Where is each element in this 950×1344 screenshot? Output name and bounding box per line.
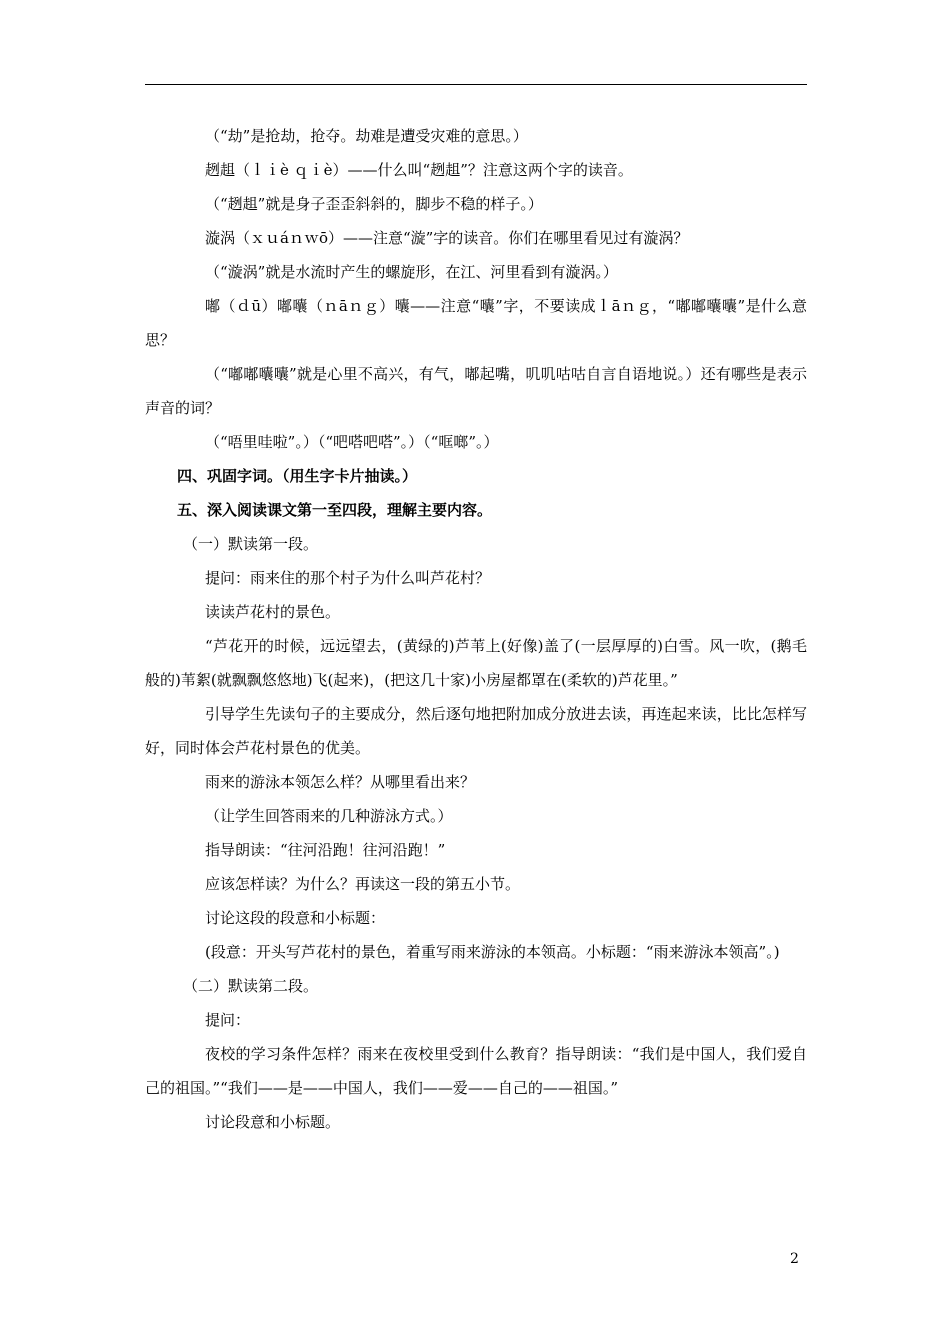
paragraph: 夜校的学习条件怎样？雨来在夜校里受到什么教育？指导朗读：“我们是中国人，我们爱自己的祖国。”“我们——是——中国人，我们——爱——自己的——祖国。” [145,1045,807,1097]
paragraph: （“漩涡”就是水流时产生的螺旋形，在江、河里看到有漩涡。） [205,263,618,281]
paragraph: 读读芦花村的景色。 [205,603,341,621]
paragraph: （“劫”是抢劫，抢夺。劫难是遭受灾难的意思。） [205,127,528,145]
paragraph: “芦花开的时候，远远望去，(黄绿的)芦苇上(好像)盖了(一层厚厚的)白雪。风一吹，(鹅毛般的)苇絮(就飘飘悠悠地)飞(起来)，(把这几十家)小房屋都罩在(柔软的)芦花里。” [145,637,807,689]
paragraph: 讨论段意和小标题。 [205,1113,341,1131]
paragraph: (段意：开头写芦花村的景色，着重写雨来游泳的本领高。小标题：“雨来游泳本领高”。) [205,943,780,961]
paragraph: 提问： [205,1011,251,1029]
paragraph: （“唔里哇啦”。）（“吧嗒吧嗒”。）（“哐啷”。） [205,433,499,451]
paragraph: 嘟（ｄū）嘟囔（ｎāｎｇ）囔——注意“囔”字，不要读成ｌāｎｇ，“嘟嘟囔囔”是什么意思？ [145,297,807,349]
paragraph: 提问：雨来住的那个村子为什么叫芦花村？ [205,569,491,587]
subsection-heading: （一）默读第一段。 [183,535,319,553]
page-number: 2 [790,1251,799,1267]
section-heading: 五、深入阅读课文第一至四段，理解主要内容。 [177,501,493,519]
header-rule [145,84,807,85]
paragraph: 引导学生先读句子的主要成分，然后逐句地把附加成分放进去读，再连起来读，比比怎样写好，同时体会芦花村景色的优美。 [145,705,807,757]
paragraph: 雨来的游泳本领怎么样？从哪里看出来？ [205,773,476,791]
paragraph: （“嘟嘟囔囔”就是心里不高兴，有气，嘟起嘴，叽叽咕咕自言自语地说。）还有哪些是表示声音的词？ [145,365,807,417]
paragraph: （“趔趄”就是身子歪歪斜斜的，脚步不稳的样子。） [205,195,543,213]
paragraph: 讨论这段的段意和小标题： [205,909,386,927]
paragraph: 指导朗读：“往河沿跑！往河沿跑！” [205,841,446,859]
paragraph: 应该怎样读？为什么？再读这一段的第五小节。 [205,875,521,893]
subsection-heading: （二）默读第二段。 [183,977,319,995]
paragraph: （让学生回答雨来的几种游泳方式。） [205,807,453,825]
section-heading: 四、巩固字词。（用生字卡片抽读。） [177,467,418,485]
paragraph: 趔趄（ｌｉè ｑｉè）——什么叫“趔趄”？注意这两个字的读音。 [205,161,633,179]
document-body [145,119,807,1139]
paragraph: 漩涡（ｘｕáｎｗō）——注意“漩”字的读音。你们在哪里看见过有漩涡？ [205,229,689,247]
